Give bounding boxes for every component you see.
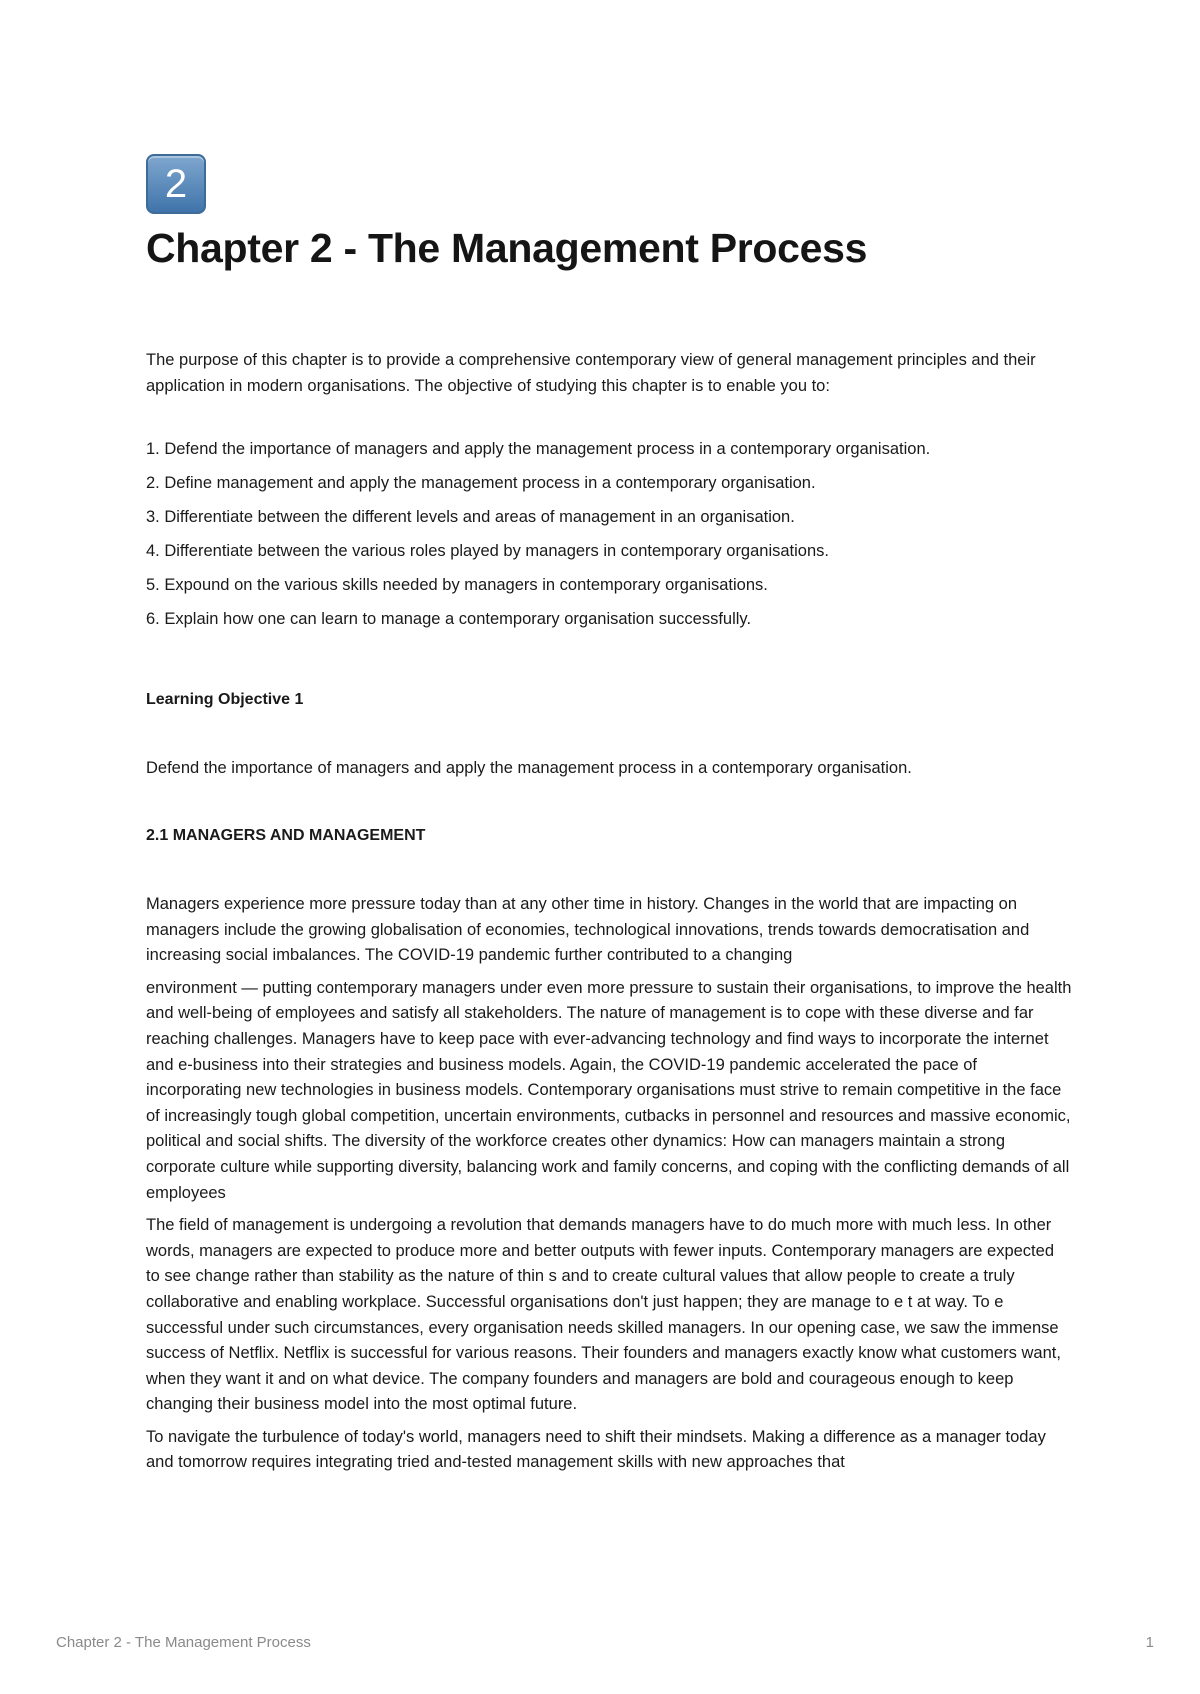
list-item: 2. Define management and apply the management process in a contemporary organisation. [146,474,816,492]
objectives-list [146,437,1072,632]
list-item: 6. Explain how one can learn to manage a contemporary organisation successfully. [146,610,752,628]
list-item: 5. Expound on the various skills needed by managers in contemporary organisations. [146,576,768,594]
learning-objective-text: Defend the importance of managers and apply the management process in a contemporary organisation. [146,759,912,777]
body-paragraph: To navigate the turbulence of today's world, managers need to shift their mindsets. Making a difference as a manager today and tomorrow requires integrating tried and-tested management skills with new approaches that [146,1427,1046,1472]
intro-paragraph: The purpose of this chapter is to provide a comprehensive contemporary view of general management principles and their application in modern organisations. The objective of studying this chapter is to enable you to: [146,351,1036,395]
chapter-number-icon: 2 [146,154,206,214]
body-paragraph: The field of management is undergoing a revolution that demands managers have to do much more with much less. In other words, managers are expected to produce more and better outputs with fewer inputs. Contemporary managers are expected to see change rather than stability as the nature of thin s and to create cultural values that allow people to create a truly collaborative and enabling workplace. Successful organisations don't just happen; they are manage to e t at way. To e successful under such circumstances, every organisation needs skilled managers. In our opening case, we saw the immense success of Netflix. Netflix is successful for various reasons. Their founders and managers exactly know what customers want, when they want it and on what device. The company founders and managers are bold and courageous enough to keep changing their business model into the most optimal future. [146,1216,1061,1414]
list-item: 4. Differentiate between the various roles played by managers in contemporary organisations. [146,542,829,560]
page-content [146,154,1072,1476]
list-item: 3. Differentiate between the different levels and areas of management in an organisation. [146,508,795,526]
section-heading: 2.1 MANAGERS AND MANAGEMENT [146,827,426,844]
page-title: Chapter 2 - The Management Process [146,225,868,271]
footer-title: Chapter 2 - The Management Process [56,1634,311,1651]
body-paragraph: environment — putting contemporary managers under even more pressure to sustain their organisations, to improve the health and well-being of employees and satisfy all stakeholders. The nature of management is to cope with these diverse and far reaching challenges. Managers have to keep pace with ever-advancing technology and find ways to incorporate the internet and e-business into their strategies and business models. Again, the COVID-19 pandemic accelerated the pace of incorporating new technologies in business models. Contemporary organisations must strive to remain competitive in the face of increasingly tough global competition, uncertain environments, cutbacks in personnel and resources and massive economic, political and social shifts. The diversity of the workforce creates other dynamics: How can managers maintain a strong corporate culture while supporting diversity, balancing work and family concerns, and coping with the conflicting demands of all employees [146,978,1072,1202]
list-item: 1. Defend the importance of managers and apply the management process in a contemporary organisation. [146,440,931,458]
footer-page-number: 1 [1145,1634,1154,1651]
body-paragraph: Managers experience more pressure today than at any other time in history. Changes in the world that are impacting on managers include the growing globalisation of economies, technological innovations, trends towards democratisation and increasing social imbalances. The COVID-19 pandemic further contributed to a changing [146,895,1030,965]
learning-objective-heading: Learning Objective 1 [146,691,304,708]
